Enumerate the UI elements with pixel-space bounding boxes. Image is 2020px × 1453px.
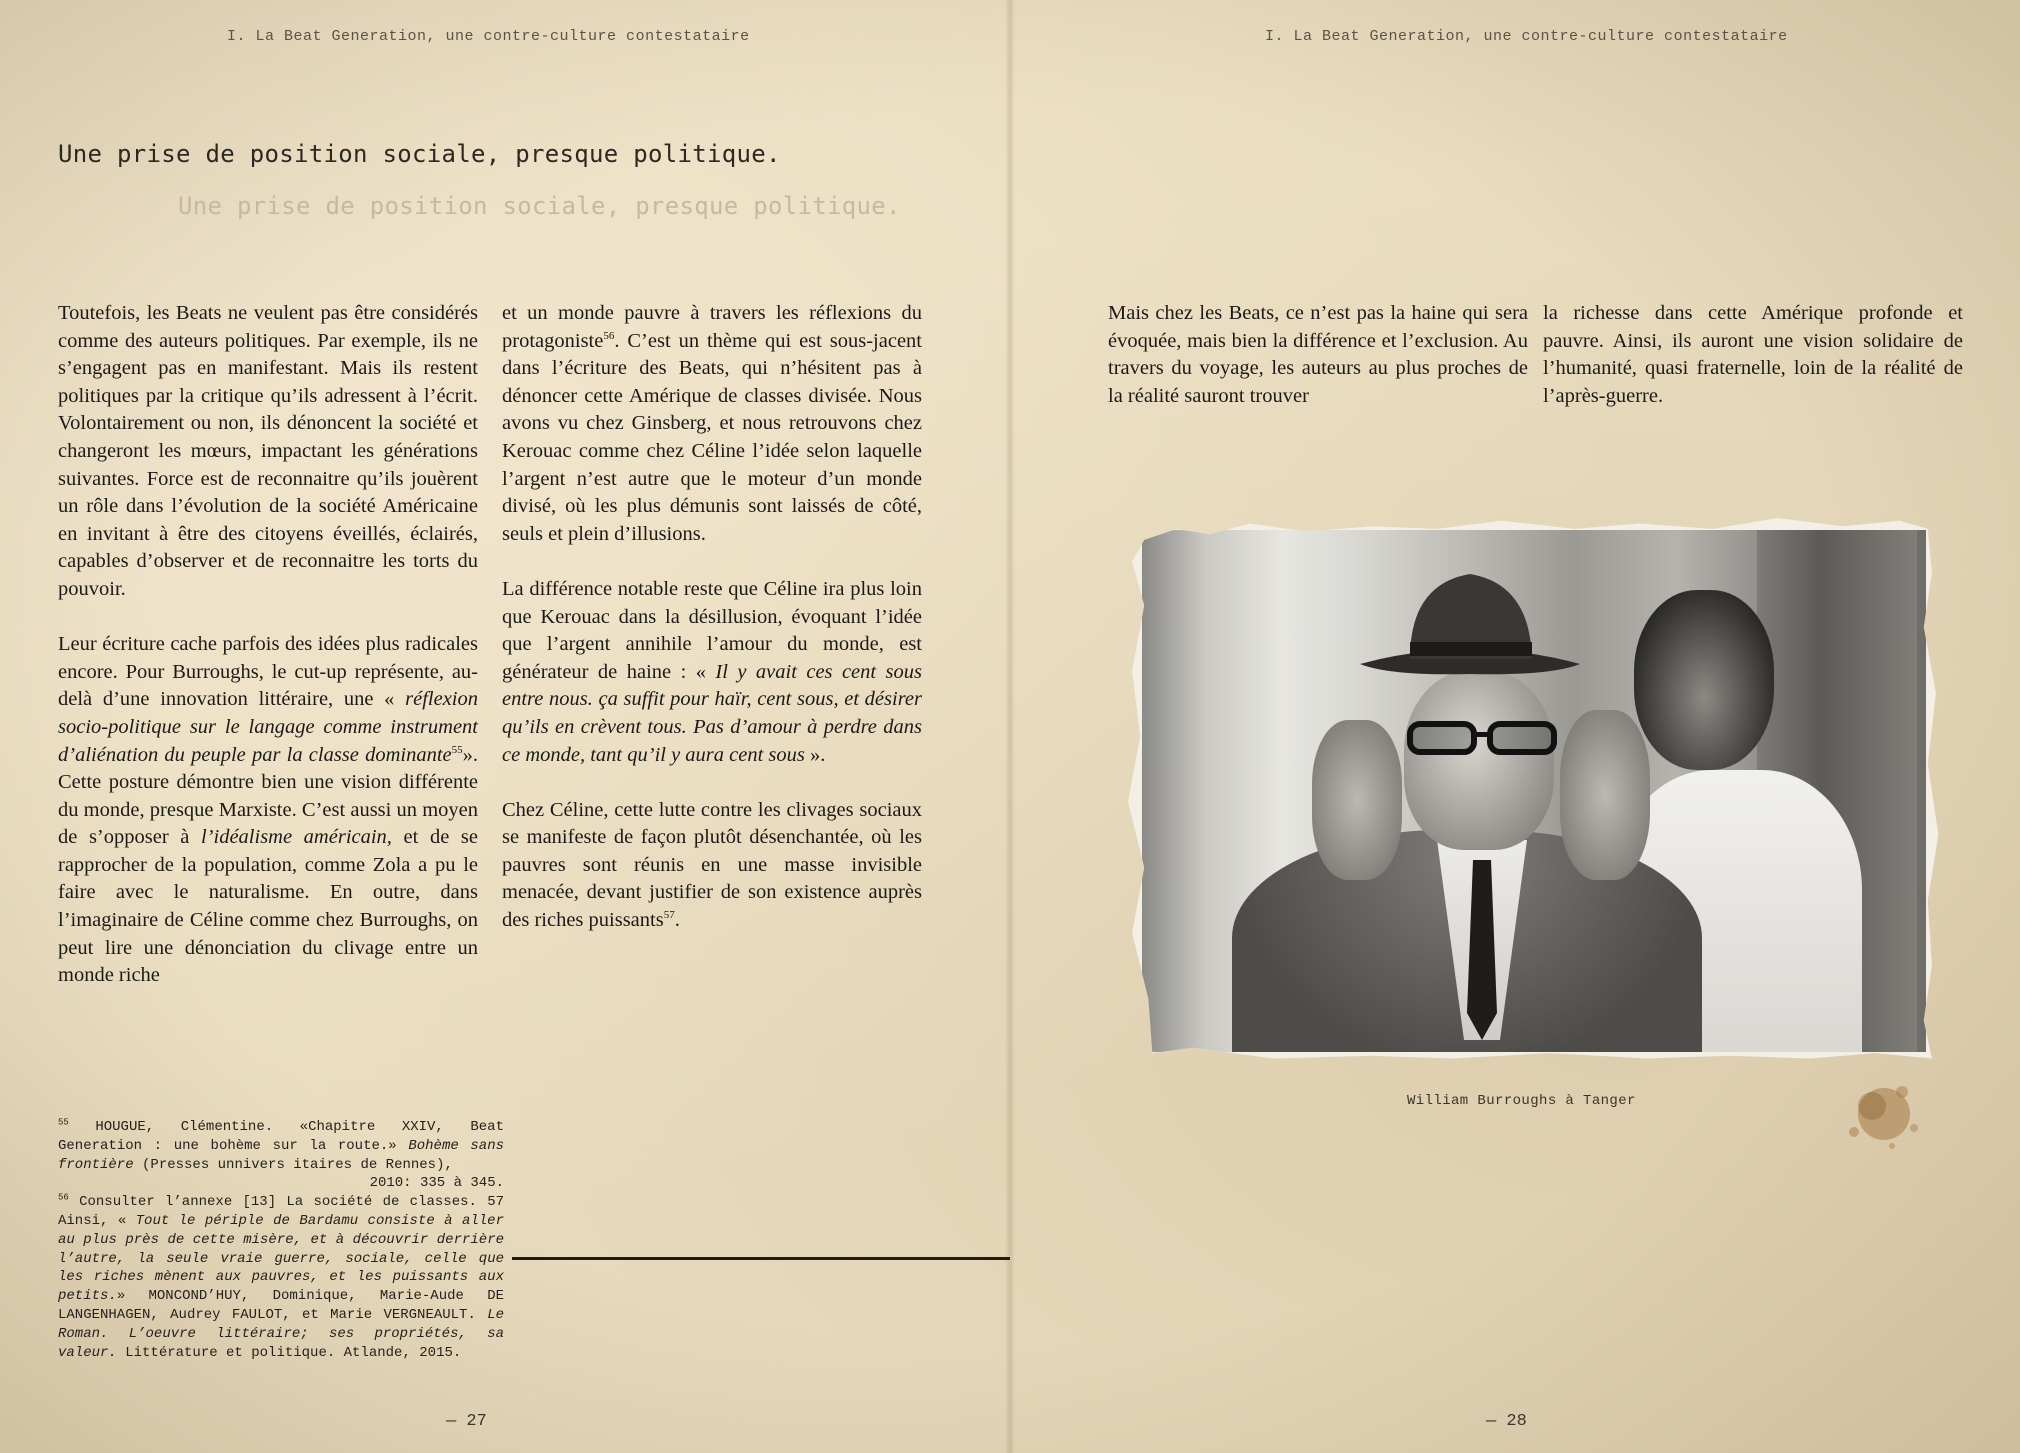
paragraph: et un monde pauvre à travers les réflexions du protagoniste$^{56}$. C’est un thème qui est sous-jacent dans l’écriture des Beats, qui n’hésitent pas à dénoncer cette Amérique de classes divisée. Nous avons vu chez Ginsberg, et nous retrouvons chez Kerouac comme chez Céline l’idée selon laquelle l’argent n’est autre que le moteur d’un monde divisé, où les plus démunis sont laissés de côté, seuls et plein d’illusions. — [502, 302, 922, 545]
photo-face — [1404, 670, 1554, 850]
paragraph: Toutefois, les Beats ne veulent pas être considérés comme des auteurs politiques. Par exemple, ils ne s’engagent pas en manifestant. Mais ils restent politiques par la critique qu’ils adressent à l’écrit. Volontairement ou non, ils dénoncent la société et changeront les mœurs, impactant les générations suivantes. Force est de reconnaitre qu’ils jouèrent un rôle dans l’évolution de la société Américaine en invitant à être des citoyens éveillés, éclairés, capables d’observer et de reconnaitre les torts du pouvoir. — [58, 302, 478, 600]
section-title-ghost: Une prise de position sociale, presque politique. — [178, 192, 901, 220]
section-title: Une prise de position sociale, presque politique. — [58, 140, 781, 168]
footnote-ref[interactable]: 57 — [663, 909, 675, 922]
footnote-ref[interactable]: 55 — [451, 743, 463, 756]
page-number-left: — 27 — [446, 1412, 487, 1431]
photo-right-hand — [1560, 710, 1650, 880]
photo-glasses — [1402, 718, 1562, 758]
paragraph: Mais chez les Beats, ce n’est pas la haine qui sera évoquée, mais bien la différence et l’exclusion. Au travers du voyage, les auteurs au plus proches de la réalité sauront trouver — [1108, 302, 1528, 407]
page-number-right: — 28 — [1486, 1412, 1527, 1431]
photo-fedora-hat — [1350, 564, 1590, 684]
footnote-55: $^{55}$ HOUGUE, Clémentine. «Chapitre XXIV, Beat Generation : une bohème sur la route.» Bohème sans frontière (Presses unnivers itaires de Rennes), 2010: 335 à 345. — [58, 1117, 504, 1192]
text-column-1 — [58, 300, 478, 990]
footnote-divider — [512, 1257, 1010, 1260]
italic-phrase: l’idéalisme américain, — [200, 826, 392, 849]
footnote-56: $^{56}$ Consulter l’annexe [13] La société de classes. 57 Ainsi, « Tout le périple de Bardamu consiste à aller au plus près de cette misère, et à découvrir derrière l’autre, la seule vraie guerre, sociale, celle que les riches mènent aux pauvres, et les puissants aux petits.» MONCOND’HUY, Dominique, Marie-Aude DE LANGENHAGEN, Audrey FAULOT, et Marie VERGNEAULT. Le Roman. L’oeuvre littéraire; ses propriétés, sa valeur. Littérature et politique. Atlande, 2015. — [58, 1192, 504, 1361]
paragraph: Leur écriture cache parfois des idées plus radicales encore. Pour Burroughs, le cut-up représente, au- delà d’une innovation littéraire, une « réflexion socio-politique sur le langage comme instrument d’aliénation du peuple par la classe dominante$^{55}$». Cette posture démontre bien une vision différente du monde, presque Marxiste. C’est aussi un moyen de s’opposer à l’idéalisme américain, et de se rapprocher de la population, comme Zola a pu le faire avec le naturalisme. En outre, dans l’imaginaire de Céline comme chez Burroughs, on peut lire une dénonciation du clivage entre un monde riche — [58, 633, 478, 987]
italic-quote: réflexion socio-politique sur le langage comme instrument d’aliénation du peuple par la classe dominante — [58, 688, 478, 766]
photo-william-burroughs — [1142, 530, 1926, 1052]
running-head-right: I. La Beat Generation, une contre-culture contestataire — [1265, 28, 1788, 45]
coffee-stain — [1832, 1062, 1932, 1162]
right-page — [1010, 0, 2020, 1453]
paragraph: La différence notable reste que Céline ira plus loin que Kerouac dans la désillusion, évoquant l’idée que l’argent annihile l’amour du monde, est générateur de haine : « Il y avait ces cent sous entre nous. ça suffit pour haïr, cent sous, et désirer qu’ils en crèvent tous. Pas d’amour à perdre dans ce monde, tant qu’il y aura cent sous ». — [502, 577, 923, 766]
photo-second-man-head — [1634, 590, 1774, 770]
paragraph: la richesse dans cette Amérique profonde et pauvre. Ainsi, ils auront une vision solidaire de l’humanité, quasi fraternelle, loin de la réalité de l’après-guerre. — [1543, 302, 1963, 407]
italic-quote: Il y avait ces cent sous entre nous. ça suffit pour haïr, cent sous, et désirer qu’ils en crèvent tous. Pas d’amour à perdre dans ce monde, tant qu’il y aura cent sous — [502, 660, 923, 766]
photo-left-hand — [1312, 720, 1402, 880]
text-column-2 — [502, 300, 922, 935]
footnote-ref[interactable]: 56 — [603, 329, 615, 342]
photo-caption: William Burroughs à Tanger — [1407, 1093, 1636, 1109]
footnotes — [58, 1118, 504, 1362]
torn-photo-frame — [1128, 518, 1940, 1064]
running-head-left: I. La Beat Generation, une contre-culture contestataire — [227, 28, 750, 45]
text-column-3 — [1108, 300, 1528, 410]
paragraph: Chez Céline, cette lutte contre les clivages sociaux se manifeste de façon plutôt désenchantée, où les pauvres sont réunis en une masse invisible menacée, devant justifier de son existence auprès des riches puissants$^{57}$. — [502, 798, 922, 932]
text-column-4 — [1543, 300, 1963, 410]
